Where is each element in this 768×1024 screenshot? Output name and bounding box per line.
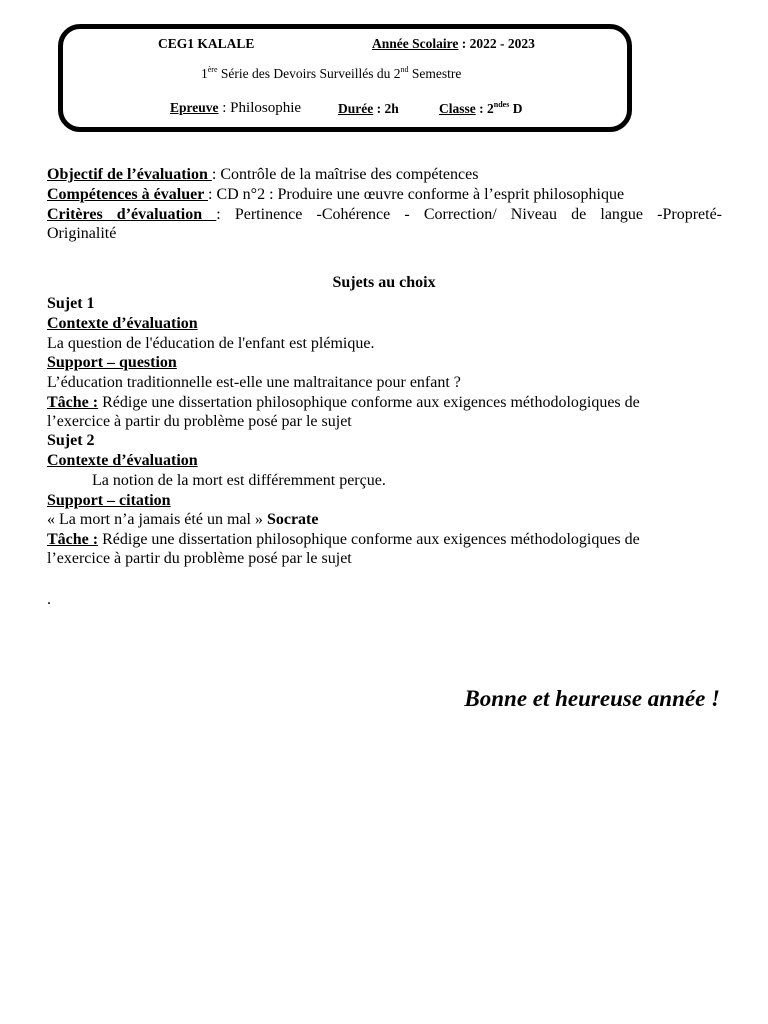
duree <box>338 101 399 117</box>
competences-line <box>47 185 722 204</box>
school-name: CEG1 KALALE <box>158 36 255 51</box>
objectif-value: : Contrôle de la maîtrise des compétences <box>211 166 479 183</box>
series-suffix: Semestre <box>408 66 462 81</box>
sujet1-contexte-text: La question de l'éducation de l'enfant est plémique. <box>47 335 375 352</box>
series-text: Série des Devoirs Surveillés du 2 <box>217 66 401 81</box>
sujet2-heading: Sujet 2 <box>47 432 95 449</box>
criteres-line <box>47 205 722 224</box>
epreuve-label: Epreuve <box>170 100 219 115</box>
classe-suffix: D <box>509 101 523 116</box>
sujet2-tache-label: Tâche : <box>47 531 99 548</box>
closing-wish: Bonne et heureuse année ! <box>464 686 720 711</box>
sujet1-tache-line <box>47 393 722 412</box>
epreuve-value: : Philosophie <box>218 100 302 116</box>
classe-label: Classe <box>439 101 476 116</box>
school-year <box>372 36 535 52</box>
sujet2-tache-line <box>47 530 722 549</box>
sujet2-contexte-text: La notion de la mort est différemment perçue. <box>92 472 386 489</box>
sujet2-citation: « La mort n’a jamais été un mal » <box>47 511 267 528</box>
sujet1-contexte-label: Contexte d’évaluation <box>47 315 198 332</box>
sujet2-tache-text-2: l’exercice à partir du problème posé par le sujet <box>47 550 352 567</box>
epreuve <box>170 100 301 116</box>
stray-dot: . <box>47 591 51 608</box>
duree-value: : 2h <box>373 101 399 116</box>
objectif-label: Objectif de l’évaluation <box>47 166 212 183</box>
sujet1-support-text: L’éducation traditionnelle est-elle une maltraitance pour enfant ? <box>47 374 461 391</box>
competences-label: Compétences à évaluer <box>47 186 208 203</box>
classe <box>439 101 522 117</box>
school-year-value: : 2022 - 2023 <box>458 36 535 51</box>
sujet1-tache-label: Tâche : <box>47 394 99 411</box>
sujet2-contexte-label: Contexte d’évaluation <box>47 452 198 469</box>
sujet1-support-label: Support – question <box>47 354 177 371</box>
classe-value: : 2 <box>475 101 494 116</box>
criteres-label: Critères d’évaluation <box>47 206 217 223</box>
sujet2-tache-text: Rédige une dissertation philosophique conforme aux exigences méthodologiques de <box>98 531 640 548</box>
school-year-label: Année Scolaire <box>372 36 459 51</box>
sujet1-heading: Sujet 1 <box>47 295 95 312</box>
classe-sup: ndes <box>493 99 510 109</box>
criteres-value: : Pertinence -Cohérence - Correction/ Niveau de langue -Propreté- <box>216 206 723 223</box>
section-title: Sujets au choix <box>332 274 436 291</box>
competences-value: : CD n°2 : Produire une œuvre conforme à l’esprit philosophique <box>208 186 625 203</box>
exam-series <box>201 66 461 82</box>
objectif-line <box>47 165 722 184</box>
criteres-line-2: Originalité <box>47 225 117 242</box>
sujet1-tache-text: Rédige une dissertation philosophique conforme aux exigences méthodologiques de <box>98 394 640 411</box>
series-sup: ère <box>207 64 218 74</box>
sujet1-tache-text-2: l’exercice à partir du problème posé par le sujet <box>47 413 352 430</box>
series-number: 1 <box>201 66 208 81</box>
sujet2-citation-line <box>47 510 722 529</box>
sujet2-citation-author: Socrate <box>266 511 319 528</box>
duree-label: Durée <box>338 101 374 116</box>
series-sup2: nd <box>400 64 409 74</box>
sujet2-support-label: Support – citation <box>47 492 171 509</box>
